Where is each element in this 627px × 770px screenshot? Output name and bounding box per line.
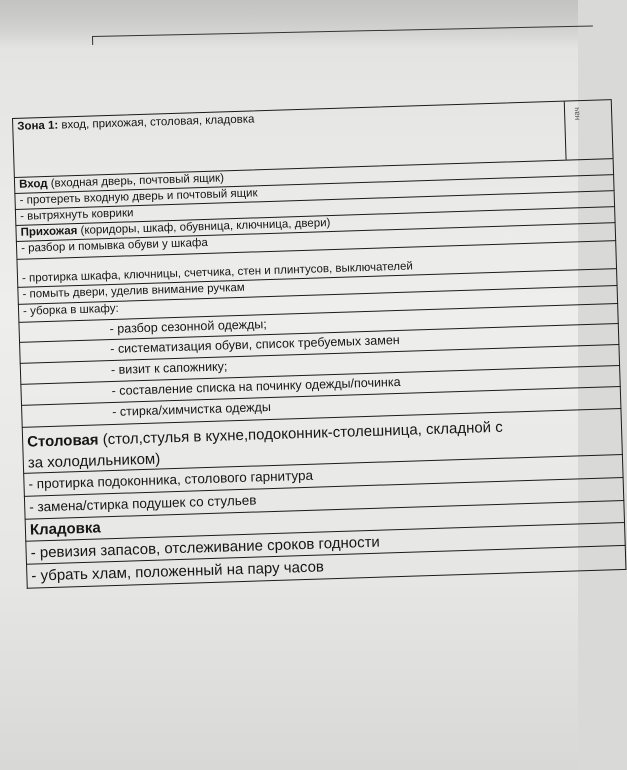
task-text: - замена/стирка подушек со стульев	[28, 492, 257, 515]
task-text: - убрать хлам, положенный на пару часов	[31, 558, 325, 585]
subtask-text: - составление списка на починку одежды/починка	[111, 374, 401, 399]
subtask-text: - систематизация обуви, список требуемых замен	[110, 332, 400, 357]
subtask-text: - стирка/химчистка одежды	[112, 400, 272, 419]
section-note-dining: (стол,стулья в кухне,подоконник-столешница, складной с	[98, 418, 503, 449]
zone-subtitle: вход, прихожая, столовая, кладовка	[58, 113, 255, 132]
task-text: - ревизия запасов, отслеживание сроков годности	[30, 533, 381, 562]
subtask-text: - разбор сезонной одежды;	[109, 317, 267, 337]
task-text: - протереть входную дверь и почтовый ящик	[19, 187, 258, 207]
task-text: - разбор и помывка обуви у шкафа	[20, 236, 208, 255]
checklist-table	[12, 99, 626, 589]
task-text: - протирка подоконника, столового гарнитура	[28, 467, 314, 492]
section-title-entry: Вход	[18, 177, 48, 191]
task-text: - уборка в шкафу:	[22, 302, 119, 318]
section-title-dining: Столовая	[26, 431, 99, 451]
zone-title: Зона 1:	[17, 119, 59, 133]
side-column-text: нач	[571, 107, 582, 121]
section-note-hall: (коридоры, шкаф, обувница, ключница, двери)	[77, 217, 331, 238]
subtask-text: - визит к сапожнику;	[110, 359, 228, 378]
task-text: - вытряхнуть коврики	[19, 207, 134, 223]
section-note-entry: (входная дверь, почтовый ящик)	[47, 172, 225, 190]
top-shadow	[0, 0, 578, 50]
task-text: - помыть двери, уделив внимание ручкам	[22, 281, 245, 301]
task-text: - протирка шкафа, ключницы, счетчика, стен и плинтусов, выключателей	[21, 260, 413, 285]
side-column-divider	[564, 102, 567, 160]
section-note-dining-continued: за холодильником)	[27, 450, 161, 472]
section-title-pantry: Кладовка	[29, 519, 101, 539]
section-title-hall: Прихожая	[20, 225, 78, 239]
